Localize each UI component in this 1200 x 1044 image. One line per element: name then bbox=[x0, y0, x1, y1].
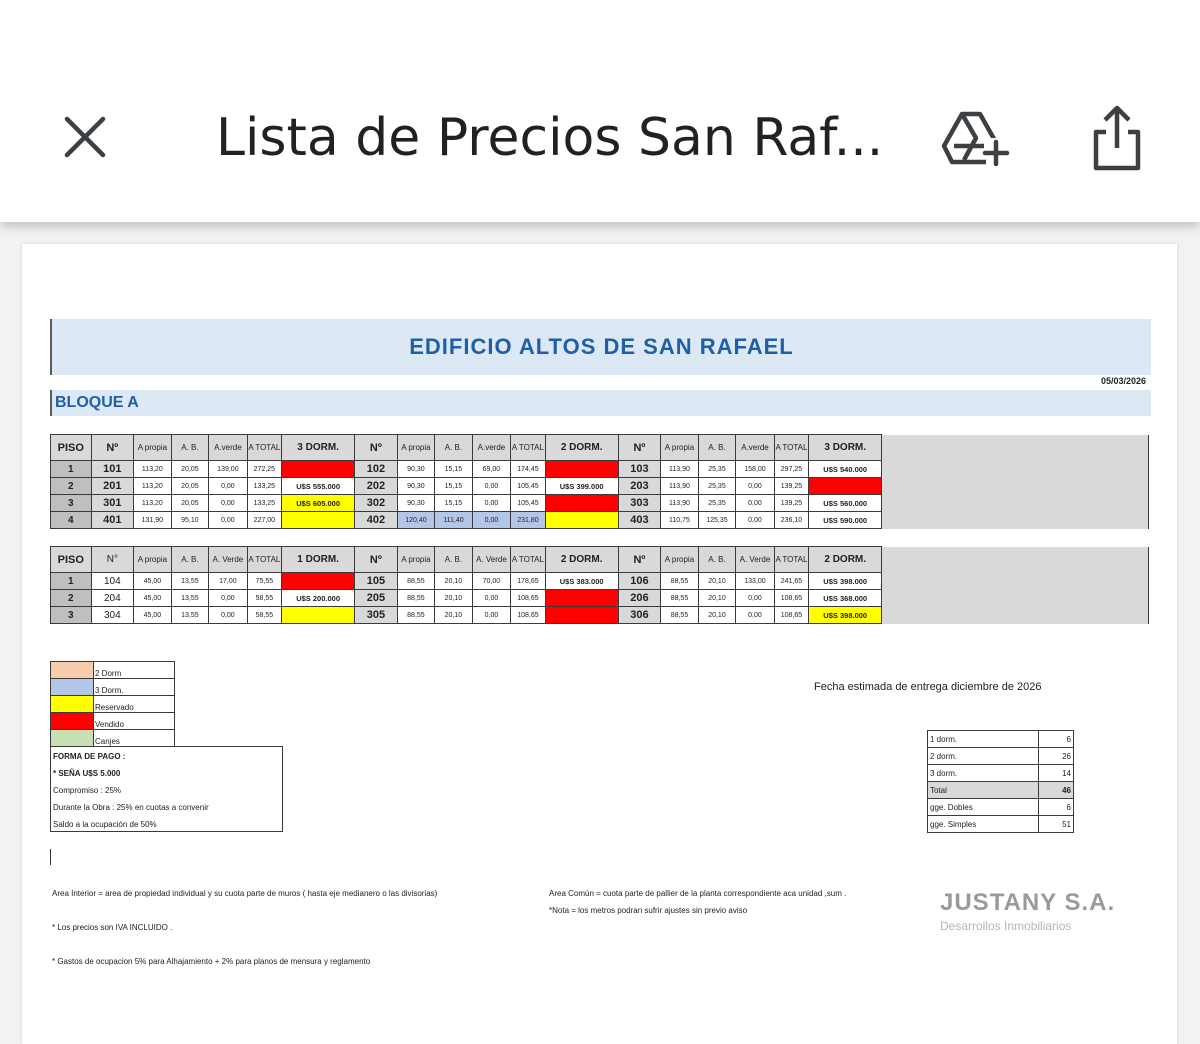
summary-value: 26 bbox=[1039, 748, 1074, 765]
table-filler bbox=[882, 512, 1149, 529]
area-cell-a-verde: 0,00 bbox=[736, 607, 775, 624]
area-cell-a-b: 20,10 bbox=[435, 590, 473, 607]
price-cell bbox=[545, 590, 618, 607]
col-a-b: A. B. bbox=[435, 547, 473, 573]
area-cell-a-propia: 113,90 bbox=[661, 478, 699, 495]
col-a-propia: A propia bbox=[134, 547, 172, 573]
summary-row bbox=[928, 799, 1074, 816]
legend-label: Reservado bbox=[94, 696, 175, 713]
unit-number-cell: 304 bbox=[91, 607, 134, 624]
table-filler bbox=[882, 607, 1149, 624]
note-iva: * Los precios son IVA INCLUIDO . bbox=[52, 923, 173, 932]
block-label: BLOQUE A bbox=[55, 394, 139, 411]
unit-number-cell: 302 bbox=[355, 495, 398, 512]
table-row bbox=[51, 478, 1149, 495]
area-cell-a-b: 25,35 bbox=[698, 478, 736, 495]
area-cell-a-propia: 88,55 bbox=[397, 573, 435, 590]
area-cell-a-verde: 0,00 bbox=[736, 512, 775, 529]
legend-item bbox=[51, 679, 175, 696]
area-cell-a-total: 108,65 bbox=[774, 607, 808, 624]
share-icon bbox=[1088, 104, 1146, 172]
area-cell-a-b: 20,05 bbox=[171, 495, 209, 512]
col-type: 2 DORM. bbox=[809, 547, 882, 573]
table-filler bbox=[882, 478, 1149, 495]
summary-row bbox=[928, 765, 1074, 782]
legend-item bbox=[51, 696, 175, 713]
building-title-band bbox=[50, 319, 1151, 375]
price-cell: U$S 383.000 bbox=[545, 573, 618, 590]
area-cell-a-b: 15,15 bbox=[435, 461, 473, 478]
area-cell-a-verde: 17,00 bbox=[209, 573, 248, 590]
col-a-total: A TOTAL bbox=[774, 547, 808, 573]
summary-value: 6 bbox=[1039, 731, 1074, 748]
price-cell: U$S 560.000 bbox=[809, 495, 882, 512]
unit-summary-table bbox=[927, 730, 1074, 833]
col-a-verde: A.verde bbox=[209, 435, 248, 461]
legend-item bbox=[51, 730, 175, 747]
area-cell-a-propia: 90,30 bbox=[397, 478, 435, 495]
area-cell-a-total: 178,65 bbox=[511, 573, 545, 590]
table-header-row bbox=[51, 435, 1149, 461]
area-cell-a-total: 139,25 bbox=[774, 495, 808, 512]
floor-cell: 2 bbox=[51, 590, 92, 607]
area-cell-a-verde: 0,00 bbox=[472, 590, 511, 607]
summary-row bbox=[928, 782, 1074, 799]
payment-terms-box bbox=[50, 746, 283, 832]
area-cell-a-verde: 70,00 bbox=[472, 573, 511, 590]
area-cell-a-b: 20,05 bbox=[171, 461, 209, 478]
col-a-propia: A propia bbox=[397, 435, 435, 461]
area-cell-a-total: 297,25 bbox=[774, 461, 808, 478]
legend-swatch bbox=[51, 662, 94, 679]
payment-title: FORMA DE PAGO : bbox=[53, 752, 126, 761]
area-cell-a-propia: 90,30 bbox=[397, 495, 435, 512]
color-legend bbox=[50, 661, 175, 747]
legend-swatch bbox=[51, 696, 94, 713]
col-a-verde: A. Verde bbox=[736, 547, 775, 573]
area-cell-a-propia: 113,90 bbox=[661, 461, 699, 478]
payment-obra: Durante la Obra : 25% en cuotas a convenir bbox=[53, 803, 209, 812]
price-cell: U$S 368.000 bbox=[809, 590, 882, 607]
area-cell-a-verde: 0,00 bbox=[472, 607, 511, 624]
col-type: 2 DORM. bbox=[545, 435, 618, 461]
price-cell: U$S 540.000 bbox=[809, 461, 882, 478]
summary-value: 6 bbox=[1039, 799, 1074, 816]
area-cell-a-total: 227,00 bbox=[247, 512, 281, 529]
table-row bbox=[51, 573, 1149, 590]
price-cell bbox=[282, 461, 355, 478]
text-cursor bbox=[50, 849, 51, 865]
summary-value: 14 bbox=[1039, 765, 1074, 782]
col-a-b: A. B. bbox=[435, 435, 473, 461]
area-cell-a-total: 105,45 bbox=[511, 478, 545, 495]
table-filler bbox=[882, 573, 1149, 590]
area-cell-a-total: 108,65 bbox=[511, 607, 545, 624]
area-cell-a-verde: 0,00 bbox=[209, 607, 248, 624]
unit-number-cell: 306 bbox=[618, 607, 661, 624]
col-type: 3 DORM. bbox=[282, 435, 355, 461]
summary-row bbox=[928, 748, 1074, 765]
price-cell: U$S 590.000 bbox=[809, 512, 882, 529]
table-filler bbox=[882, 495, 1149, 512]
area-cell-a-verde: 158,00 bbox=[736, 461, 775, 478]
area-cell-a-propia: 45,00 bbox=[134, 573, 172, 590]
app-bar bbox=[0, 0, 1200, 222]
area-cell-a-b: 13,55 bbox=[171, 573, 209, 590]
area-cell-a-propia: 88,55 bbox=[661, 590, 699, 607]
table-row bbox=[51, 590, 1149, 607]
unit-number-cell: 106 bbox=[618, 573, 661, 590]
table-row bbox=[51, 495, 1149, 512]
legend-label: Canjes bbox=[94, 730, 175, 747]
price-cell: U$S 200.000 bbox=[282, 590, 355, 607]
unit-number-cell: 402 bbox=[355, 512, 398, 529]
floor-cell: 3 bbox=[51, 495, 92, 512]
area-cell-a-propia: 88,55 bbox=[661, 607, 699, 624]
unit-number-cell: 201 bbox=[91, 478, 134, 495]
unit-number-cell: 105 bbox=[355, 573, 398, 590]
table-filler bbox=[882, 590, 1149, 607]
summary-value: 51 bbox=[1039, 816, 1074, 833]
area-cell-a-b: 13,55 bbox=[171, 590, 209, 607]
payment-saldo: Saldo a la ocupación de 50% bbox=[53, 820, 157, 829]
col-a-propia: A propia bbox=[661, 435, 699, 461]
area-cell-a-verde: 0,00 bbox=[736, 590, 775, 607]
area-cell-a-b: 20,05 bbox=[171, 478, 209, 495]
area-cell-a-propia: 113,20 bbox=[134, 478, 172, 495]
area-cell-a-b: 20,10 bbox=[435, 607, 473, 624]
close-icon bbox=[63, 115, 107, 159]
price-cell: U$S 605.000 bbox=[282, 495, 355, 512]
legend-label: Vendido bbox=[94, 713, 175, 730]
col-a-b: A. B. bbox=[171, 435, 209, 461]
area-cell-a-verde: 69,00 bbox=[472, 461, 511, 478]
unit-number-cell: 303 bbox=[618, 495, 661, 512]
price-cell bbox=[545, 512, 618, 529]
price-table-2 bbox=[50, 546, 1149, 624]
summary-label: Total bbox=[928, 782, 1039, 799]
area-cell-a-b: 125,35 bbox=[698, 512, 736, 529]
summary-label: 3 dorm. bbox=[928, 765, 1039, 782]
note-gastos: * Gastos de ocupacion 5% para Alhajamiento + 2% para planos de mensura y reglamento bbox=[52, 957, 371, 966]
area-cell-a-total: 133,25 bbox=[247, 478, 281, 495]
area-cell-a-propia: 131,90 bbox=[134, 512, 172, 529]
area-cell-a-propia: 113,90 bbox=[661, 495, 699, 512]
unit-number-cell: 101 bbox=[91, 461, 134, 478]
col-a-propia: A propia bbox=[134, 435, 172, 461]
area-cell-a-verde: 0,00 bbox=[209, 478, 248, 495]
table-filler bbox=[882, 547, 1149, 573]
col-n: Nº bbox=[355, 547, 398, 573]
area-cell-a-b: 95,10 bbox=[171, 512, 209, 529]
table-row bbox=[51, 512, 1149, 529]
company-logo-tagline: Desarrollos Inmobiliarios bbox=[940, 919, 1072, 933]
note-area-interior: Area Interior = area de propiedad individual y su cuota parte de muros ( hasta eje medianero o las divisorias) bbox=[52, 889, 438, 898]
area-cell-a-total: 272,25 bbox=[247, 461, 281, 478]
document-page bbox=[22, 244, 1177, 1044]
price-cell bbox=[545, 461, 618, 478]
price-cell: U$S 555.000 bbox=[282, 478, 355, 495]
col-a-verde: A.verde bbox=[472, 435, 511, 461]
unit-number-cell: 104 bbox=[91, 573, 134, 590]
area-cell-a-total: 139,25 bbox=[774, 478, 808, 495]
area-cell-a-b: 20,10 bbox=[698, 573, 736, 590]
col-n: N° bbox=[91, 547, 134, 573]
note-area-comun: Area Común = cuota parte de pallier de la planta correspondiente aca unidad ,sum . bbox=[549, 889, 847, 898]
unit-number-cell: 403 bbox=[618, 512, 661, 529]
area-cell-a-propia: 88,55 bbox=[661, 573, 699, 590]
summary-label: gge. Dobles bbox=[928, 799, 1039, 816]
floor-cell: 4 bbox=[51, 512, 92, 529]
col-a-total: A TOTAL bbox=[511, 435, 545, 461]
price-cell bbox=[282, 607, 355, 624]
summary-label: gge. Simples bbox=[928, 816, 1039, 833]
unit-number-cell: 202 bbox=[355, 478, 398, 495]
area-cell-a-b: 20,10 bbox=[435, 573, 473, 590]
floor-cell: 1 bbox=[51, 461, 92, 478]
area-cell-a-propia: 90,30 bbox=[397, 461, 435, 478]
area-cell-a-total: 75,55 bbox=[247, 573, 281, 590]
col-a-total: A TOTAL bbox=[247, 547, 281, 573]
floor-cell: 3 bbox=[51, 607, 92, 624]
legend-swatch bbox=[51, 730, 94, 747]
area-cell-a-propia: 88,55 bbox=[397, 590, 435, 607]
unit-number-cell: 205 bbox=[355, 590, 398, 607]
price-cell bbox=[282, 573, 355, 590]
payment-sena: * SEÑA U$S 5.000 bbox=[53, 769, 121, 778]
price-cell: U$S 399.000 bbox=[545, 478, 618, 495]
area-cell-a-total: 108,65 bbox=[774, 590, 808, 607]
summary-row bbox=[928, 816, 1074, 833]
block-band bbox=[50, 390, 1151, 416]
summary-row bbox=[928, 731, 1074, 748]
area-cell-a-propia: 120,40 bbox=[397, 512, 435, 529]
share-button[interactable] bbox=[1088, 104, 1146, 172]
col-a-b: A. B. bbox=[698, 547, 736, 573]
price-cell bbox=[282, 512, 355, 529]
document-title: Lista de Precios San Raf... bbox=[216, 108, 884, 168]
add-to-drive-button[interactable] bbox=[940, 108, 1010, 170]
note-nota: *Nota = los metros podran sufrir ajustes sin previo aviso bbox=[549, 906, 748, 915]
price-cell: U$S 398.000 bbox=[809, 607, 882, 624]
delivery-date: Fecha estimada de entrega diciembre de 2026 bbox=[814, 681, 1042, 693]
area-cell-a-verde: 0,00 bbox=[209, 590, 248, 607]
add-to-drive-icon bbox=[940, 108, 1010, 170]
table-header-row bbox=[51, 547, 1149, 573]
summary-value: 46 bbox=[1039, 782, 1074, 799]
area-cell-a-propia: 113,20 bbox=[134, 461, 172, 478]
legend-label: 2 Dorm bbox=[94, 662, 175, 679]
close-button[interactable] bbox=[58, 110, 112, 164]
area-cell-a-b: 20,10 bbox=[698, 590, 736, 607]
area-cell-a-propia: 45,00 bbox=[134, 607, 172, 624]
area-cell-a-total: 231,80 bbox=[511, 512, 545, 529]
col-a-total: A TOTAL bbox=[247, 435, 281, 461]
table-filler bbox=[882, 435, 1149, 461]
price-cell bbox=[545, 495, 618, 512]
area-cell-a-total: 236,10 bbox=[774, 512, 808, 529]
col-a-verde: A. Verde bbox=[472, 547, 511, 573]
area-cell-a-total: 241,65 bbox=[774, 573, 808, 590]
area-cell-a-b: 25,35 bbox=[698, 461, 736, 478]
col-a-propia: A propia bbox=[661, 547, 699, 573]
area-cell-a-total: 133,25 bbox=[247, 495, 281, 512]
table-row bbox=[51, 607, 1149, 624]
col-n: Nº bbox=[91, 435, 134, 461]
unit-number-cell: 301 bbox=[91, 495, 134, 512]
col-a-total: A TOTAL bbox=[774, 435, 808, 461]
legend-swatch bbox=[51, 713, 94, 730]
summary-label: 2 dorm. bbox=[928, 748, 1039, 765]
document-date: 05/03/2026 bbox=[1100, 376, 1146, 386]
area-cell-a-verde: 0,00 bbox=[736, 495, 775, 512]
summary-label: 1 dorm. bbox=[928, 731, 1039, 748]
col-type: 1 DORM. bbox=[282, 547, 355, 573]
area-cell-a-verde: 0,00 bbox=[209, 495, 248, 512]
col-piso: PISO bbox=[51, 435, 92, 461]
price-cell bbox=[809, 478, 882, 495]
area-cell-a-propia: 110,75 bbox=[661, 512, 699, 529]
area-cell-a-total: 108,65 bbox=[511, 590, 545, 607]
area-cell-a-total: 105,45 bbox=[511, 495, 545, 512]
col-a-propia: A propia bbox=[397, 547, 435, 573]
area-cell-a-propia: 88,55 bbox=[397, 607, 435, 624]
unit-number-cell: 204 bbox=[91, 590, 134, 607]
table-filler bbox=[882, 461, 1149, 478]
area-cell-a-total: 58,55 bbox=[247, 607, 281, 624]
area-cell-a-verde: 133,00 bbox=[736, 573, 775, 590]
area-cell-a-b: 111,40 bbox=[435, 512, 473, 529]
area-cell-a-verde: 0,00 bbox=[736, 478, 775, 495]
price-table-1 bbox=[50, 434, 1149, 529]
col-a-verde: A.verde bbox=[736, 435, 775, 461]
col-a-total: A TOTAL bbox=[511, 547, 545, 573]
unit-number-cell: 401 bbox=[91, 512, 134, 529]
floor-cell: 1 bbox=[51, 573, 92, 590]
legend-item bbox=[51, 662, 175, 679]
col-type: 2 DORM. bbox=[545, 547, 618, 573]
price-cell: U$S 398.000 bbox=[809, 573, 882, 590]
area-cell-a-b: 13,55 bbox=[171, 607, 209, 624]
company-logo-name: JUSTANY S.A. bbox=[940, 889, 1116, 916]
area-cell-a-propia: 45,00 bbox=[134, 590, 172, 607]
floor-cell: 2 bbox=[51, 478, 92, 495]
area-cell-a-verde: 0,00 bbox=[209, 512, 248, 529]
area-cell-a-b: 15,15 bbox=[435, 478, 473, 495]
col-n: Nº bbox=[355, 435, 398, 461]
legend-label: 3 Dorm. bbox=[94, 679, 175, 696]
building-title: EDIFICIO ALTOS DE SAN RAFAEL bbox=[409, 334, 794, 359]
legend-item bbox=[51, 713, 175, 730]
area-cell-a-b: 25,35 bbox=[698, 495, 736, 512]
col-n: Nº bbox=[618, 435, 661, 461]
unit-number-cell: 103 bbox=[618, 461, 661, 478]
area-cell-a-propia: 113,20 bbox=[134, 495, 172, 512]
col-a-verde: A. Verde bbox=[209, 547, 248, 573]
area-cell-a-b: 20,10 bbox=[698, 607, 736, 624]
area-cell-a-verde: 0,00 bbox=[472, 512, 511, 529]
price-cell bbox=[545, 607, 618, 624]
col-n: Nº bbox=[618, 547, 661, 573]
unit-number-cell: 206 bbox=[618, 590, 661, 607]
area-cell-a-b: 15,15 bbox=[435, 495, 473, 512]
area-cell-a-verde: 139,00 bbox=[209, 461, 248, 478]
area-cell-a-verde: 0,00 bbox=[472, 495, 511, 512]
area-cell-a-verde: 0,00 bbox=[472, 478, 511, 495]
area-cell-a-total: 58,55 bbox=[247, 590, 281, 607]
col-a-b: A. B. bbox=[698, 435, 736, 461]
unit-number-cell: 203 bbox=[618, 478, 661, 495]
col-piso: PISO bbox=[51, 547, 92, 573]
payment-compromiso: Compromiso : 25% bbox=[53, 786, 122, 795]
col-a-b: A. B. bbox=[171, 547, 209, 573]
area-cell-a-total: 174,45 bbox=[511, 461, 545, 478]
legend-swatch bbox=[51, 679, 94, 696]
col-type: 3 DORM. bbox=[809, 435, 882, 461]
table-row bbox=[51, 461, 1149, 478]
unit-number-cell: 305 bbox=[355, 607, 398, 624]
unit-number-cell: 102 bbox=[355, 461, 398, 478]
